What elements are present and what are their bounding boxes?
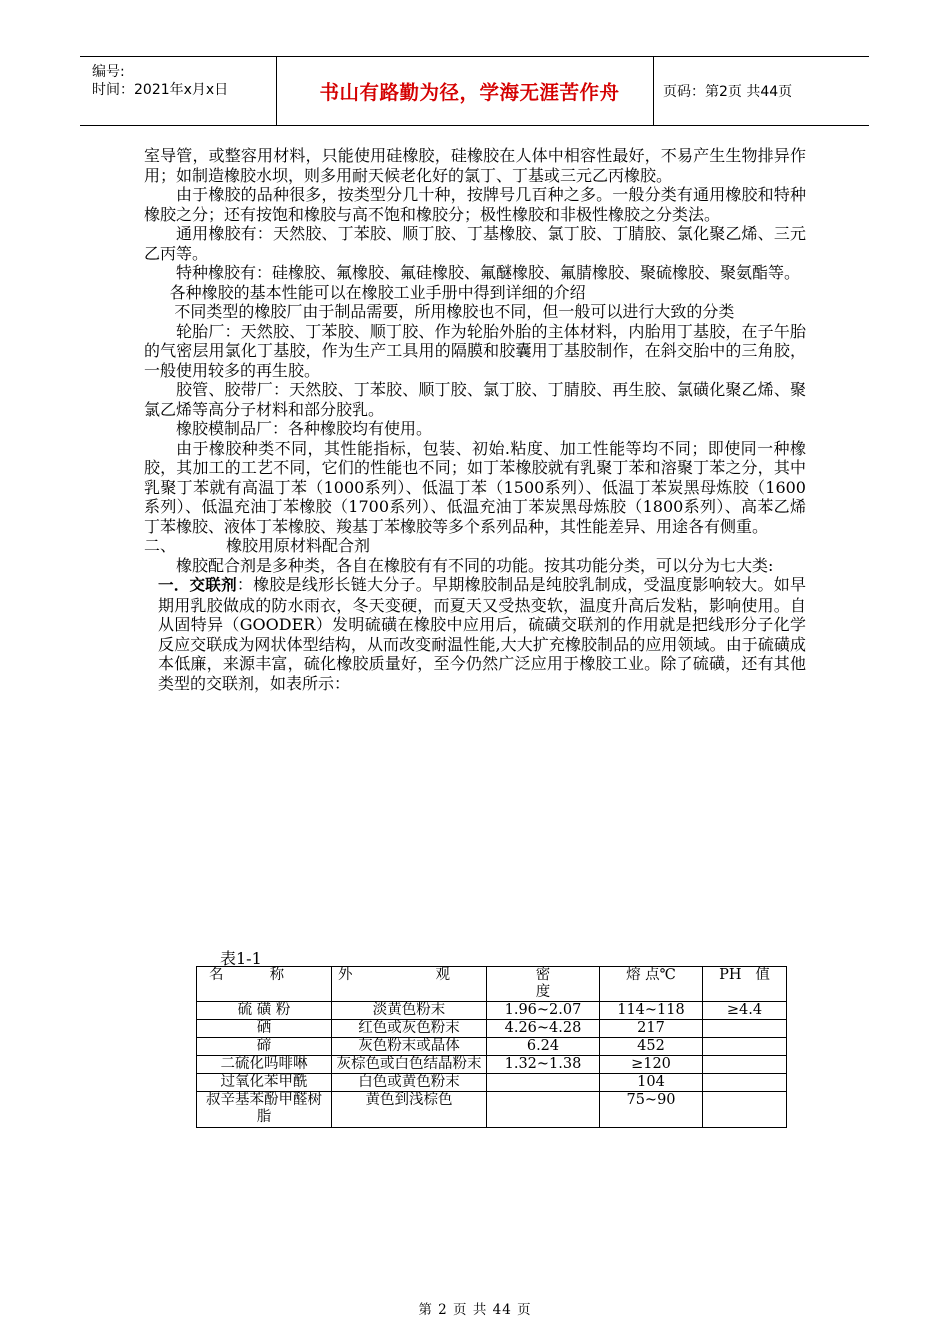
page-footer: 第 2 页 共 44 页	[418, 1302, 532, 1318]
crosslink-keyword: 一．交联剂	[158, 576, 237, 594]
cell-melting: 114~118	[600, 1002, 703, 1020]
table-row	[197, 1020, 787, 1038]
cell-density: 6.24	[487, 1038, 600, 1056]
document-body	[144, 146, 806, 693]
cell-density: 1.96~2.07	[487, 1002, 600, 1020]
paragraph: 橡胶配合剂是多种类，各自在橡胶有有不同的功能。按其功能分类，可以分为七大类:	[176, 555, 774, 575]
paragraph: 橡胶模制品厂：各种橡胶均有使用。	[176, 419, 433, 438]
paragraph: 不同类型的橡胶厂由于制品需要，所用橡胶也不同，但一般可以进行大致的分类	[174, 302, 735, 321]
serial-label: 编号:	[92, 64, 125, 80]
section-heading	[144, 536, 806, 556]
table-row	[197, 1038, 787, 1056]
table-row	[197, 1092, 787, 1128]
table-header-row	[197, 967, 787, 1002]
cell-density	[487, 1074, 600, 1092]
paragraph: 特种橡胶有：硅橡胶、氟橡胶、氟硅橡胶、氟醚橡胶、氟腈橡胶、聚硫橡胶、聚氨酯等。	[176, 263, 801, 282]
cell-ph	[703, 1074, 787, 1092]
table-row	[197, 1056, 787, 1074]
cell-name: 硒	[197, 1020, 332, 1038]
cell-ph	[703, 1020, 787, 1038]
paragraph: 由于橡胶的品种很多，按类型分几十种，按牌号几百种之多。一般分类有通用橡胶和特种橡胶之分；还有按饱和橡胶与高不饱和橡胶分；极性橡胶和非极性橡胶之分类法。	[144, 185, 806, 224]
cell-appearance: 灰棕色或白色结晶粉末	[332, 1056, 487, 1074]
cell-name: 过氧化苯甲酰	[197, 1074, 332, 1092]
paragraph: 胶管、胶带厂：天然胶、丁苯胶、顺丁胶、氯丁胶、丁腈胶、再生胶、氯磺化聚乙烯、聚氯乙烯等高分子材料和部分胶乳。	[144, 380, 806, 419]
header-page-info: 页码：第2页 共44页	[663, 84, 793, 100]
header-motto: 书山有路勤为径，学海无涯苦作舟	[319, 81, 620, 104]
cell-appearance: 灰色粉末或晶体	[332, 1038, 487, 1056]
paragraph: 轮胎厂：天然胶、丁苯胶、顺丁胶、作为轮胎外胎的主体材料，内胎用丁基胶，在子午胎的气密层用氯化丁基胶，作为生产工具用的隔膜和胶囊用丁基胶制作，在斜交胎中的三角胶，一般使用较多的再生胶。	[144, 321, 806, 380]
table-row	[197, 1074, 787, 1092]
properties-table	[196, 966, 787, 1128]
table-caption: 表1-1	[220, 949, 262, 968]
cell-appearance: 红色或灰色粉末	[332, 1020, 487, 1038]
cell-ph	[703, 1038, 787, 1056]
cell-melting: 452	[600, 1038, 703, 1056]
cell-melting: 217	[600, 1020, 703, 1038]
cell-name: 叔辛基苯酚甲醛树脂	[197, 1092, 332, 1128]
header-divider	[653, 57, 654, 125]
cell-ph: ≥4.4	[703, 1002, 787, 1020]
cell-density	[487, 1092, 600, 1128]
crosslink-text: ：橡胶是线形长链大分子。早期橡胶制品是纯胶乳制成，受温度影响较大。如早期用乳胶做成的防水雨衣，冬天变硬，而夏天又受热变软，温度升高后发粘，影响使用。自从固特异（GOODER）发明硫磺在橡胶中应用后，硫磺交联剂的作用就是把线形分子化学反应交联成为网状体型结构，从而改变耐温性能,大大扩充橡胶制品的应用领域。由于硫磺成本低廉，来源丰富，硫化橡胶质量好，至今仍然广泛应用于橡胶工业。除了硫磺，还有其他类型的交联剂，如表所示：	[158, 575, 806, 693]
header-name: 名 称	[197, 967, 332, 1002]
paragraph: 室导管，或整容用材料，只能使用硅橡胶，硅橡胶在人体中相容性最好，不易产生生物排异作用；如制造橡胶水坝，则多用耐天候老化好的氯丁、丁基或三元乙丙橡胶。	[144, 146, 806, 185]
header-divider	[276, 57, 277, 125]
time-label: 时间：2021年x月x日	[92, 82, 229, 98]
header-appearance: 外 观	[332, 967, 487, 1002]
cell-melting: ≥120	[600, 1056, 703, 1074]
cell-name: 二硫化吗啡啉	[197, 1056, 332, 1074]
cell-density: 1.32~1.38	[487, 1056, 600, 1074]
header-meta	[92, 63, 228, 99]
cell-appearance: 黄色到浅棕色	[332, 1092, 487, 1128]
section-title: 橡胶用原材料配合剂	[226, 536, 371, 555]
page-header	[80, 56, 869, 126]
cell-appearance: 淡黄色粉末	[332, 1002, 487, 1020]
table-row	[197, 1002, 787, 1020]
paragraph: 通用橡胶有：天然胶、丁苯胶、顺丁胶、丁基橡胶、氯丁胶、丁腈胶、氯化聚乙烯、三元乙丙等。	[144, 224, 806, 263]
cell-ph	[703, 1056, 787, 1074]
cell-name: 碲	[197, 1038, 332, 1056]
header-melting: 熔 点℃	[600, 967, 703, 1002]
cell-ph	[703, 1092, 787, 1128]
section-number: 二、	[144, 536, 177, 555]
cell-melting: 104	[600, 1074, 703, 1092]
crosslink-paragraph	[144, 575, 806, 693]
cell-appearance: 白色或黄色粉末	[332, 1074, 487, 1092]
paragraph: 各种橡胶的基本性能可以在橡胶工业手册中得到详细的介绍	[169, 282, 586, 302]
paragraph: 由于橡胶种类不同，其性能指标，包装、初始.粘度、加工性能等均不同；即使同一种橡胶，其加工的工艺不同，它们的性能也不同；如丁苯橡胶就有乳聚丁苯和溶聚丁苯之分，其中乳聚丁苯就有高温丁苯（1000系列）、低温丁苯（1500系列）、低温丁苯炭黑母炼胶（1600系列）、低温充油丁苯橡胶（1700系列）、低温充油丁苯炭黑母炼胶（1800系列）、高苯乙烯丁苯橡胶、液体丁苯橡胶、羧基丁苯橡胶等多个系列品种，其性能差异、用途各有侧重。	[144, 438, 806, 536]
cell-name: 硫 磺 粉	[197, 1002, 332, 1020]
cell-density: 4.26~4.28	[487, 1020, 600, 1038]
cell-melting: 75~90	[600, 1092, 703, 1128]
header-ph: PH 值	[703, 967, 787, 1002]
header-density: 密 度	[487, 967, 600, 1002]
